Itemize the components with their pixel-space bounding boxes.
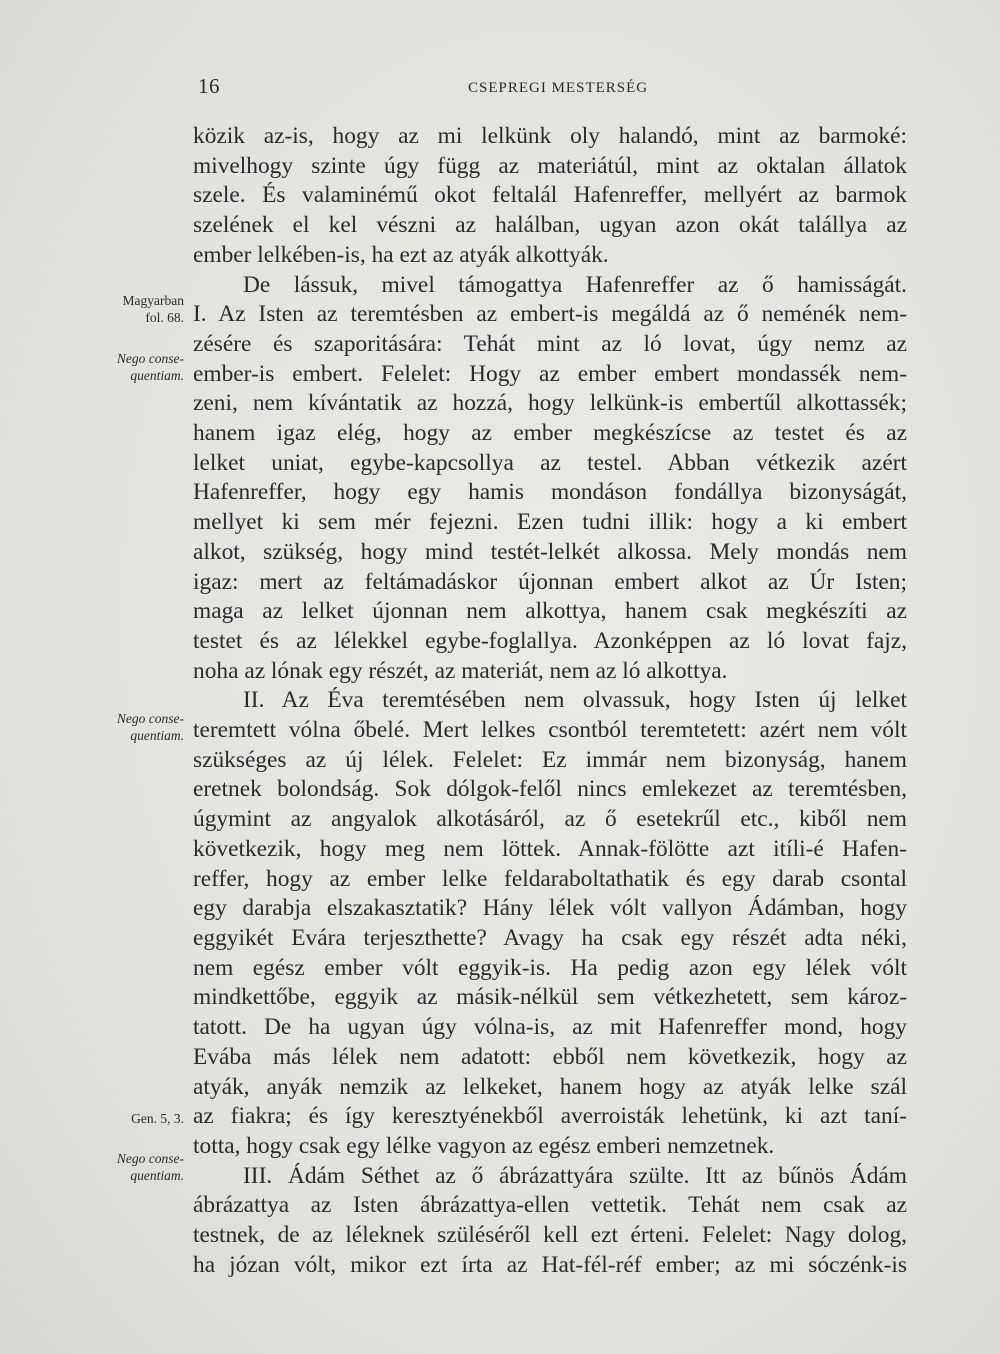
page-number: 16 xyxy=(198,74,220,98)
text-line: eretnek bolondság. Sok dólgok-felől nincs emlekezet az teremtésben, xyxy=(193,776,907,803)
text-line: atyák, anyák nemzik az lelkeket, hanem hogy az atyák lelke szál xyxy=(193,1073,907,1100)
body-text xyxy=(193,122,907,1280)
text-line: mellyet ki sem mér fejezni. Ezen tudni illik: hogy a ki embert xyxy=(193,509,907,536)
margin-note-line: Nego conse- xyxy=(116,1151,184,1166)
text-line: következik, hogy meg nem löttek. Annak-fölötte azt itíli-é Hafen- xyxy=(193,835,907,862)
text-line: Hafenreffer, hogy egy hamis mondáson fondállya bizonyságát, xyxy=(193,479,907,506)
text-line: maga az lelket újonnan nem alkottya, hanem csak megkészíti az xyxy=(193,598,907,625)
margin-note-line: fol. 68. xyxy=(145,310,184,325)
text-line: Evába más lélek nem adatott: ebből nem következik, hogy az xyxy=(193,1043,907,1070)
margin-note-line: Gen. 5, 3. xyxy=(131,1111,184,1126)
text-line: szelének el kel vészni az halálban, ugyan azon okát talállya az xyxy=(193,212,907,239)
margin-note-nego-2 xyxy=(82,710,184,744)
margin-note-nego-1 xyxy=(82,350,184,384)
text-line: közik az-is, hogy az mi lelkünk oly halandó, mint az barmoké: xyxy=(193,123,907,149)
margin-note-line: Magyarban xyxy=(122,293,184,308)
text-line: I. Az Isten az teremtésben az embert-is megáldá az ő neménék nem- xyxy=(193,301,907,328)
text-line: totta, hogy csak egy lélke vagyon az egész emberi nemzetnek. xyxy=(193,1132,775,1159)
margin-note-magyarban xyxy=(82,292,184,326)
margin-note-gen xyxy=(82,1110,184,1127)
margin-note-line: quentiam. xyxy=(130,728,184,743)
running-head: CSEPREGI MESTERSÉG xyxy=(468,80,649,96)
text-line: eggyikét Evára terjeszthette? Avagy ha csak egy részét adta néki, xyxy=(193,924,907,951)
text-line: zésére és szaporitására: Tehát mint az ló lovat, úgy nemz az xyxy=(193,330,907,357)
text-line: ember-is embert. Felelet: Hogy az ember embert mondassék nem- xyxy=(193,360,907,387)
text-line: II. Az Éva teremtésében nem olvassuk, hogy Isten új lelket xyxy=(243,687,907,714)
text-line: mindkettőbe, eggyik az másik-nélkül sem vétkezhetett, sem károz- xyxy=(193,984,907,1011)
text-line: teremtett vólna őbelé. Mert lelkes csontból teremtetett: azért nem vólt xyxy=(193,717,907,744)
text-line: szükséges az új lélek. Felelet: Ez immár nem bizonyság, hanem xyxy=(193,746,907,773)
text-line: zeni, nem kívántatik az hozzá, hogy lelkünk-is embertűl alkottassék; xyxy=(193,390,907,417)
text-line: ábrázattya az Isten ábrázattya-ellen vettetik. Tehát nem csak az xyxy=(193,1192,907,1219)
text-line: egy darabja elszakasztatik? Hány lélek vólt vallyon Ádámban, hogy xyxy=(193,895,907,922)
text-line: igaz: mert az feltámadáskor újonnan embert alkot az Úr Isten; xyxy=(193,568,907,595)
text-line: tatott. De ha ugyan úgy vólna-is, az mit Hafenreffer mond, hogy xyxy=(193,1014,907,1041)
margin-note-line: Nego conse- xyxy=(116,711,184,726)
text-line: az fiakra; és így keresztyénekből averroisták lehetünk, ki azt taní- xyxy=(193,1103,907,1130)
margin-note-nego-3 xyxy=(82,1150,184,1184)
text-line: alkot, szükség, hogy mind testét-lelkét alkossa. Mely mondás nem xyxy=(193,538,907,565)
margin-note-line: quentiam. xyxy=(130,368,184,383)
text-line: úgymint az angyalok alkotásáról, az ő esetekrűl etc., kiből nem xyxy=(193,806,907,833)
text-line: reffer, hogy az ember lelke feldaraboltathatik és egy darab csontal xyxy=(193,865,907,892)
margin-note-line: Nego conse- xyxy=(116,351,184,366)
text-line: szele. És valaminémű okot feltalál Hafenreffer, mellyért az barmok xyxy=(193,182,907,209)
text-line: III. Ádám Séthet az ő ábrázattyára szülte. Itt az bűnös Ádám xyxy=(243,1162,907,1189)
margin-note-line: quentiam. xyxy=(130,1168,184,1183)
text-line: mivelhogy szinte úgy függ az materiátúl, mint az oktalan állatok xyxy=(193,152,907,179)
text-line: ha józan vólt, mikor ezt írta az Hat-fél-réf ember; az mi sóczénk-is xyxy=(193,1251,907,1278)
text-line: De lássuk, mivel támogattya Hafenreffer az ő hamisságát. xyxy=(243,271,907,298)
text-line: testet és az lélekkel egybe-foglallya. Azonképpen az ló lovat fajz, xyxy=(193,627,907,654)
text-line: testnek, de az léleknek szüléséről kell ezt érteni. Felelet: Nagy dolog, xyxy=(193,1222,907,1249)
text-line: nem egész ember vólt eggyik-is. Ha pedig azon egy lélek vólt xyxy=(193,954,907,981)
text-line: ember lelkében-is, ha ezt az atyák alkottyák. xyxy=(193,241,609,268)
text-line: noha az lónak egy részét, az materiát, nem az ló alkottya. xyxy=(193,657,728,684)
text-line: hanem igaz elég, hogy az ember megkészícse az testet és az xyxy=(193,420,907,447)
text-line: lelket uniat, egybe-kapcsollya az testel. Abban vétkezik azért xyxy=(193,449,907,476)
